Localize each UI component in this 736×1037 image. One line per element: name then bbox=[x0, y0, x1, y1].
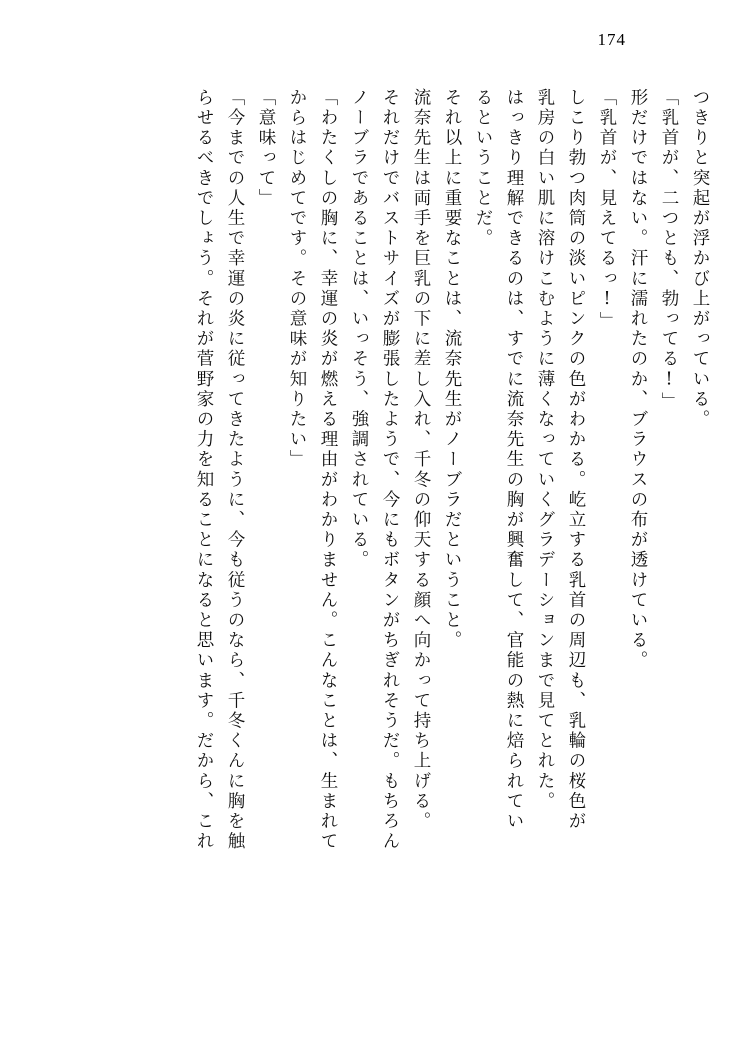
text-line: はっきり理解できるのは、すでに流奈先生の胸が興奮して、官能の熱に焙られてい bbox=[504, 88, 524, 832]
text-line: 乳房の白い肌に溶けこむように薄くなっていくグラデーションまで見てとれた。 bbox=[535, 88, 555, 812]
text-line: しこり勃つ肉筒の淡いピンクの色がわかる。屹立する乳首の周辺も、乳輪の桜色が bbox=[566, 88, 586, 832]
text-line: るということだ。 bbox=[473, 88, 493, 249]
page-number: 174 bbox=[597, 30, 626, 49]
text-line: 形だけではない。汗に濡れたのか、ブラウスの布が透けている。 bbox=[628, 88, 648, 671]
text-line: 「意味って」 bbox=[256, 88, 276, 209]
text-line: 「乳首が、見えてるっ!」 bbox=[597, 88, 617, 332]
text-line: それ以上に重要なことは、流奈先生がノーブラだということ。 bbox=[442, 88, 462, 651]
body-text-vertical bbox=[28, 88, 708, 978]
text-line: ノーブラであることは、いっそう、強調されている。 bbox=[349, 88, 369, 571]
text-line: それだけでバストサイズが膨張したようで、今にもボタンがちぎれそうだ。もちろん bbox=[380, 88, 400, 852]
text-line: 「わたくしの胸に、幸運の炎が燃える理由がわかりません。こんなことは、生まれて bbox=[318, 88, 338, 852]
text-line: らせるべきでしょう。それが菅野家の力を知ることになると思います。だから、これ bbox=[194, 88, 214, 852]
text-line: 流奈先生は両手を巨乳の下に差し入れ、千冬の仰天する顔へ向かって持ち上げる。 bbox=[411, 88, 431, 832]
text-line: からはじめてです。その意味が知りたい」 bbox=[287, 88, 307, 470]
text-line: 「乳首が、二つとも、勃ってる!」 bbox=[659, 88, 679, 413]
text-line: つきりと突起が浮かび上がっている。 bbox=[690, 88, 710, 430]
text-line: 「今までの人生で幸運の炎に従ってきたように、今も従うのなら、千冬くんに胸を触 bbox=[225, 88, 245, 852]
